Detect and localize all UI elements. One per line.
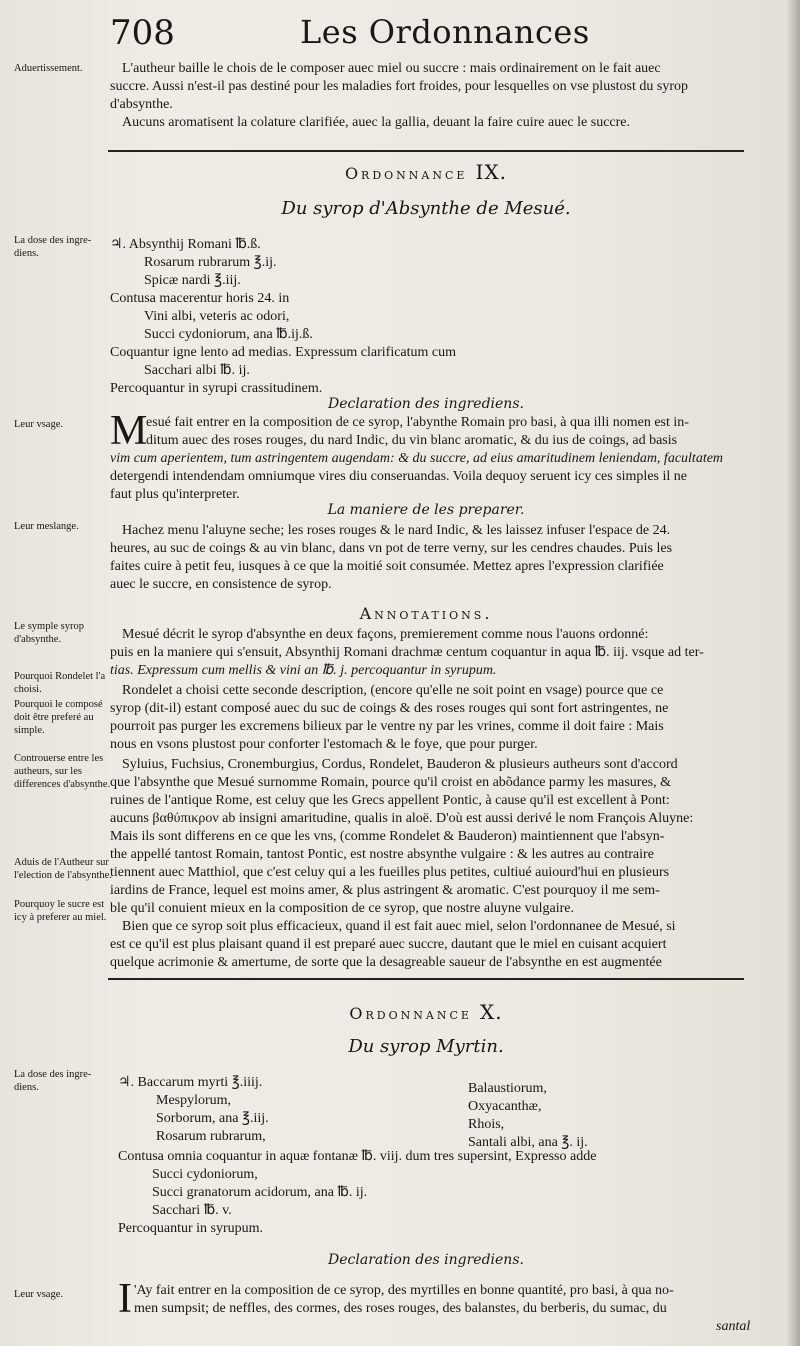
ordinance-numeral: X.: [480, 1000, 503, 1024]
page-number: 708: [110, 13, 175, 53]
section-rule: [108, 978, 744, 980]
text-line: L'autheur baille le chois de le composer auec miel ou succre : mais ordinairement on le fait auec: [122, 61, 661, 76]
text-line: Aucuns aromatisent la colature clarifiée, auec la gallia, deuant la faire cuire auec le succre.: [122, 115, 630, 130]
margin-note: Pourquoy le sucre est icy à preferer au miel.: [14, 899, 107, 923]
ordinance-subtitle: Du syrop Myrtin.: [348, 1036, 504, 1057]
text-line: Mais ils sont differens en ce que les vns, (comme Rondelet & Bauderon) maintiennent que l'absyn-: [110, 829, 665, 844]
section-title: La maniere de les preparer.: [327, 502, 525, 518]
text-line: syrop (dit-il) estant composé auec du suc de coings & des roses rouges qui sont fort astringentes, ne: [110, 701, 669, 716]
section-title: Declaration des ingrediens.: [328, 1252, 524, 1268]
ordinance-heading: [108, 160, 744, 184]
margin-note: La dose des ingre-diens.: [14, 1069, 92, 1093]
text-line: est ce qu'il est plus plaisant quand il est preparé auec succre, dautant que le miel en cuisant acquiert: [110, 937, 667, 952]
text-line: iardins de France, lequel est moins amer, & plus astringent & aromatic. C'est pourquoy il me sem-: [110, 883, 660, 898]
recipe-line: Santali albi, ana ℥. ij.: [468, 1135, 588, 1150]
margin-note: Leur meslange.: [14, 521, 79, 532]
text-line: auec le succre, en consistence de syrop.: [110, 577, 332, 592]
section-title: Declaration des ingrediens.: [328, 396, 524, 412]
margin-note: Aduertissement.: [14, 63, 83, 74]
margin-note: La dose des ingre-diens.: [14, 235, 92, 259]
text-line: d'absynthe.: [110, 97, 173, 112]
text-line: Mesué décrit le syrop d'absynthe en deux façons, premierement comme nous l'auons ordonné:: [122, 627, 649, 642]
text-line: Hachez menu l'aluyne seche; les roses rouges & le nard Indic, & les laissez infuser l'espace de 24.: [122, 523, 671, 538]
text-line: tias. Expressum cum mellis & vini an ℔. j. percoquantur in syrupum.: [110, 663, 497, 678]
text-line: ruines de l'antique Rome, est celuy que les Grecs appellent Pontic, à cause qu'il est excellent à Pont:: [110, 793, 670, 808]
ordinance-heading: [108, 1000, 744, 1024]
recipe-line: Rosarum rubrarum ℥.ij.: [144, 255, 277, 270]
ordinance-word: Ordonnance: [349, 1004, 472, 1023]
recipe-line: Coquantur igne lento ad medias. Expressum clarificatum cum: [110, 345, 457, 360]
recipe-line: Sacchari ℔. v.: [152, 1203, 232, 1218]
text-line: faut plus qu'interpreter.: [110, 487, 240, 502]
text-line: ble qu'il conuient mieux en la composition de ce syrop, que nostre aluyne vulgaire.: [110, 901, 575, 916]
drop-cap: M: [110, 408, 148, 454]
running-title: Les Ordonnances: [300, 13, 590, 51]
margin-note: Leur vsage.: [14, 1289, 63, 1300]
text-line: que l'absynthe que Mesué surnomme Romain, pource qu'il croist en abõdance parmy les masures, &: [110, 775, 672, 790]
recipe-line: Sorborum, ana ℥.iij.: [156, 1111, 269, 1126]
recipe-line: Spicæ nardi ℥.iij.: [144, 273, 241, 288]
text-line: heures, au suc de coings & au vin blanc, dans vn pot de terre verny, sur les cendres chaudes. Puis les: [110, 541, 673, 556]
ordinance-word: Ordonnance: [344, 164, 468, 183]
margin-note: Pourquoi le composé doit être preferé au simple.: [14, 699, 103, 736]
recipe-line: Oxyacanthæ,: [468, 1099, 542, 1114]
text-line: detergendi intendendam omniumque vires diu conseruandas. Voila dequoy seruent icy ces simples il ne: [110, 469, 687, 484]
recipe-line: Succi granatorum acidorum, ana ℔. ij.: [152, 1185, 368, 1200]
recipe-line: ♃. Absynthij Romani ℔.ß.: [110, 237, 261, 252]
text-line: Bien que ce syrop soit plus efficacieux, quand il est fait auec miel, selon l'ordonnanee de Mesué, si: [122, 919, 676, 934]
recipe-line: Balaustiorum,: [468, 1081, 547, 1096]
catchword: santal: [716, 1319, 751, 1334]
text-line: the appellé tantost Romain, tantost Pontic, est nostre absynthe vulgaire : & les autres au contraire: [110, 847, 654, 862]
text-line: tiennent auec Matthiol, que c'est celuy qui a les fueilles plus petites, cultiué auiourd'hui en plusieurs: [110, 865, 670, 880]
text-line: nous en vsons plustost pour conforter l'estomach & le foye, que pour purger.: [110, 737, 538, 752]
recipe-line: Succi cydoniorum, ana ℔.ij.ß.: [144, 327, 313, 342]
recipe-line: ♃. Baccarum myrti ℥.iiij.: [118, 1075, 263, 1090]
text-line: vim cum aperientem, tum astringentem augendam: & du succre, ad eius amaritudinem leniendam, facultatem: [110, 451, 724, 466]
annotations-heading: Annotations.: [359, 604, 493, 623]
margin-note: Le symple syrop d'absynthe.: [14, 621, 84, 645]
margin-note: Leur vsage.: [14, 419, 63, 430]
text-line: Syluius, Fuchsius, Cronemburgius, Cordus, Rondelet, Bauderon & plusieurs autheurs sont d'accord: [122, 757, 678, 772]
recipe-line: Rosarum rubrarum,: [156, 1129, 266, 1144]
drop-cap: I: [118, 1276, 132, 1322]
recipe-line: Sacchari albi ℔. ij.: [144, 363, 250, 378]
text-line: pourroit pas purger les excremens bilieux par le ventre ny par les vrines, comme il doit faire : Mais: [110, 719, 664, 734]
recipe-line: Percoquantur in syrupi crassitudinem.: [110, 381, 323, 396]
text-line: esué fait entrer en la composition de ce syrop, l'abynthe Romain pro basi, à qua illi nomen est in-: [146, 415, 689, 430]
recipe-line: Contusa macerentur horis 24. in: [110, 291, 290, 306]
text-line: puis en la maniere qui s'ensuit, Absynthij Romani drachmæ centum coquantur in aqua ℔. iij. vsque ad ter-: [110, 645, 704, 660]
text-line: quelque acrimonie & amertume, de sorte que la desagreable saueur de l'absynthe en est augmentée: [110, 955, 662, 970]
recipe-line: Contusa omnia coquantur in aquæ fontanæ ℔. viij. dum tres supersint, Expresso adde: [118, 1149, 597, 1164]
margin-note: Aduis de l'Autheur sur l'election de l'absynthe.: [14, 857, 112, 881]
margin-note: Pourquoi Rondelet l'a choisi.: [14, 671, 106, 695]
margin-note: Controuerse entre les autheurs, sur les differences d'absynthe.: [14, 753, 111, 790]
recipe-line: Vini albi, veteris ac odori,: [144, 309, 290, 324]
text-line: men sumpsit; de neffles, des cormes, des roses rouges, des balanstes, du berberis, du sumac, du: [134, 1301, 667, 1316]
text-line: ditum auec des roses rouges, du nard Indic, du vin blanc aromatic, & du ius de coings, ad basis: [146, 433, 678, 448]
ordinance-numeral: IX.: [475, 160, 508, 184]
text-line: Rondelet a choisi cette seconde description, (encore qu'elle ne soit point en vsage) pource que ce: [122, 683, 664, 698]
recipe-line: Percoquantur in syrupum.: [118, 1221, 264, 1236]
recipe-line: Succi cydoniorum,: [152, 1167, 258, 1182]
recipe-line: Mespylorum,: [156, 1093, 232, 1108]
text-line: 'Ay fait entrer en la composition de ce syrop, des myrtilles en bonne quantité, pro basi, à qua no-: [134, 1283, 674, 1298]
text-line: faites cuire à petit feu, iusques à ce que la moitié soit consumée. Mettez apres l'expression clarifiée: [110, 559, 664, 574]
text-line: aucuns βαθύπικρον ab insigni amaritudine, qualis in aloë. D'où est aussi derivé le nom François Aluyne:: [110, 811, 694, 826]
text-line: succre. Aussi n'est-il pas destiné pour les maladies fort froides, pour lesquelles on vse plustost du syrop: [110, 79, 688, 94]
ordinance-subtitle: Du syrop d'Absynthe de Mesué.: [281, 198, 571, 219]
section-rule: [108, 150, 744, 152]
recipe-line: Rhois,: [468, 1117, 505, 1132]
